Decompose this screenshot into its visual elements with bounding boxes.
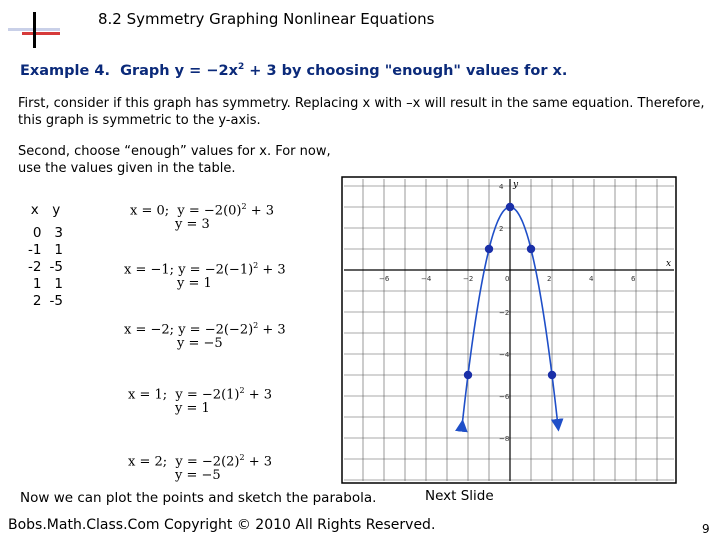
work-x: x = 2;: [128, 454, 168, 470]
y-tick-label: 2: [499, 225, 504, 233]
x-tick-label: −6: [379, 275, 390, 283]
values-paragraph: Second, choose “enough” values for x. For now, use the values given in the table.: [18, 144, 331, 176]
example-heading: [20, 62, 567, 79]
next-slide-link[interactable]: Next Slide: [425, 488, 494, 504]
plotted-point: [485, 245, 493, 253]
x-tick-label: −4: [421, 275, 432, 283]
conclusion-text: Now we can plot the points and sketch the parabola.: [20, 490, 377, 506]
table-cell-x: -2: [28, 259, 42, 275]
work-x: x = −1;: [124, 262, 175, 278]
y-tick-label: −4: [499, 351, 510, 359]
table-cell-y: 1: [54, 242, 63, 258]
work-exponent: 2: [239, 453, 245, 462]
plotted-point: [548, 371, 556, 379]
work-step-x0: [130, 200, 274, 232]
table-row: [24, 293, 67, 310]
table-row: [24, 276, 67, 293]
y-axis-label: y: [513, 180, 519, 190]
y-tick-label: −2: [499, 309, 510, 317]
table-row: [24, 225, 67, 242]
example-exponent: 2: [237, 62, 245, 72]
slide-title: 8.2 Symmetry Graphing Nonlinear Equations: [98, 10, 435, 28]
work-step-x-neg1: [124, 259, 286, 291]
work-result: y = 1: [177, 276, 212, 292]
work-eq: y = −2(−1): [178, 262, 254, 278]
work-x: x = 1;: [128, 387, 168, 403]
work-result: y = −5: [175, 468, 221, 484]
table-cell-x: 1: [32, 276, 42, 292]
table-cell-y: 3: [54, 225, 63, 241]
work-eq-post: + 3: [258, 322, 286, 338]
work-eq-post: + 3: [244, 387, 273, 403]
work-eq: y = −2(2): [175, 454, 240, 470]
page-number: 9: [702, 522, 710, 536]
y-tick-label: −6: [499, 393, 510, 401]
table-header-y: y: [52, 202, 61, 218]
table-header-x: x: [30, 202, 39, 218]
work-exponent: 2: [253, 321, 259, 330]
table-cell-x: 0: [32, 225, 42, 241]
table-cell-y: 1: [54, 276, 63, 292]
work-step-x2: [128, 451, 272, 483]
work-step-x1: [128, 384, 272, 416]
x-tick-label: −2: [463, 275, 474, 283]
work-x: x = 0;: [130, 203, 170, 219]
work-eq-post: + 3: [244, 454, 273, 470]
plotted-point: [527, 245, 535, 253]
y-tick-label: −8: [499, 435, 510, 443]
y-tick-label: 4: [499, 183, 504, 191]
parabola-graph: [340, 175, 680, 487]
plotted-point: [464, 371, 472, 379]
copyright-text: Bobs.Math.Class.Com Copyright © 2010 All Rights Reserved.: [8, 517, 436, 533]
work-exponent: 2: [253, 261, 259, 270]
work-x: x = −2;: [124, 322, 175, 338]
corner-decoration-vertical-bar: [33, 12, 36, 48]
work-step-x-neg2: [124, 319, 286, 351]
table-row: [24, 242, 67, 259]
table-cell-x: 2: [32, 293, 42, 309]
plotted-point: [506, 203, 514, 211]
work-eq-post: + 3: [258, 262, 286, 278]
work-exponent: 2: [241, 202, 247, 211]
xy-table: [24, 202, 67, 310]
table-cell-y: -5: [49, 259, 63, 275]
example-text-pre: Graph y = −2x: [120, 62, 238, 79]
x-tick-label: 0: [505, 275, 510, 283]
example-text-post: + 3 by choosing "enough" values for x.: [244, 62, 568, 79]
work-eq: y = −2(−2): [178, 322, 254, 338]
table-header-row: [24, 202, 67, 225]
work-result: y = 3: [175, 217, 210, 233]
symmetry-paragraph: First, consider if this graph has symmetry. Replacing x with –x will result in the same equation. Therefore, this graph is symmetric to the y-axis.: [18, 96, 705, 128]
work-result: y = −5: [177, 336, 223, 352]
x-tick-label: 6: [631, 275, 636, 283]
work-eq-post: + 3: [246, 203, 275, 219]
x-tick-label: 2: [547, 275, 552, 283]
table-row: [24, 259, 67, 276]
corner-decoration-red-bar: [22, 32, 60, 35]
x-axis-label: x: [666, 259, 672, 269]
work-eq: y = −2(0): [177, 203, 242, 219]
work-eq: y = −2(1): [175, 387, 240, 403]
work-exponent: 2: [239, 386, 245, 395]
table-cell-x: -1: [28, 242, 42, 258]
work-result: y = 1: [175, 401, 210, 417]
x-tick-label: 4: [589, 275, 594, 283]
table-cell-y: -5: [49, 293, 63, 309]
example-label: Example 4.: [20, 62, 110, 79]
